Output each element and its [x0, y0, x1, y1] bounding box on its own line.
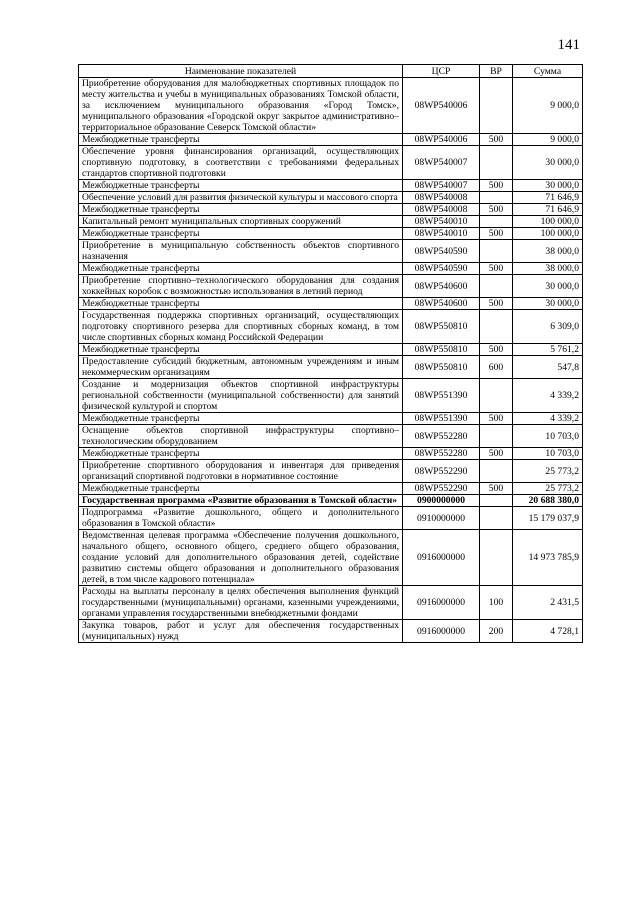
- name-cell: Капитальный ремонт муниципальных спортивных сооружений: [79, 216, 403, 228]
- sum-cell: 6 309,0: [513, 310, 583, 344]
- vr-cell: 500: [480, 483, 513, 495]
- table-row: [79, 275, 583, 298]
- sum-cell: 9 000,0: [513, 78, 583, 134]
- csr-cell: 08WP540590: [403, 263, 480, 275]
- table-row: [79, 310, 583, 344]
- vr-cell: 500: [480, 263, 513, 275]
- vr-cell: 200: [480, 620, 513, 643]
- table-header-row: [79, 65, 583, 78]
- name-cell: Межбюджетные трансферты: [79, 134, 403, 146]
- csr-cell: 0916000000: [403, 620, 480, 643]
- csr-cell: 08WP551390: [403, 413, 480, 425]
- vr-cell: [480, 507, 513, 530]
- vr-cell: [480, 146, 513, 180]
- name-cell: Обеспечение условий для развития физической культуры и массового спорта: [79, 192, 403, 204]
- table-row: [79, 204, 583, 216]
- sum-cell: 25 773,2: [513, 483, 583, 495]
- table-row: [79, 495, 583, 507]
- table-row: [79, 192, 583, 204]
- name-cell: Межбюджетные трансферты: [79, 448, 403, 460]
- vr-cell: [480, 192, 513, 204]
- header-sum: Сумма: [513, 65, 583, 78]
- name-cell: Межбюджетные трансферты: [79, 413, 403, 425]
- csr-cell: 08WP540600: [403, 298, 480, 310]
- sum-cell: 10 703,0: [513, 425, 583, 448]
- name-cell: Межбюджетные трансферты: [79, 204, 403, 216]
- name-cell: Межбюджетные трансферты: [79, 228, 403, 240]
- sum-cell: 10 703,0: [513, 448, 583, 460]
- name-cell: Приобретение в муниципальную собственность объектов спортивного назначения: [79, 240, 403, 263]
- csr-cell: 08WP540006: [403, 134, 480, 146]
- name-cell: Приобретение спортивно–технологического оборудования для создания хоккейных коробок с возможностью использования в летний период: [79, 275, 403, 298]
- sum-cell: 15 179 037,9: [513, 507, 583, 530]
- sum-cell: 30 000,0: [513, 275, 583, 298]
- name-cell: Ведомственная целевая программа «Обеспечение получения дошкольного, начального общего, основного общего, среднего общего образования, создание условий для дополнительного образования детей, содействие развитию системы общего образования и дополнительного образования детей, в том числе кадрового потенциала»: [79, 530, 403, 586]
- table-row: [79, 180, 583, 192]
- csr-cell: 08WP552290: [403, 483, 480, 495]
- sum-cell: 4 339,2: [513, 413, 583, 425]
- sum-cell: 30 000,0: [513, 298, 583, 310]
- vr-cell: [480, 379, 513, 413]
- vr-cell: 500: [480, 344, 513, 356]
- vr-cell: [480, 78, 513, 134]
- table-row: [79, 507, 583, 530]
- csr-cell: 08WP540590: [403, 240, 480, 263]
- vr-cell: [480, 240, 513, 263]
- name-cell: Приобретение спортивного оборудования и инвентаря для приведения организаций спортивной подготовки в нормативное состояние: [79, 460, 403, 483]
- sum-cell: 38 000,0: [513, 240, 583, 263]
- vr-cell: [480, 495, 513, 507]
- name-cell: Межбюджетные трансферты: [79, 180, 403, 192]
- table-row: [79, 216, 583, 228]
- vr-cell: 500: [480, 448, 513, 460]
- csr-cell: 08WP552280: [403, 425, 480, 448]
- table-row: [79, 146, 583, 180]
- name-cell: Приобретение оборудования для малобюджетных спортивных площадок по месту жительства и учебы в муниципальных образованиях Томской области, за исключением муниципального образования «Город Томск», муниципального образования «Городской округ закрытое административно–территориальное образование Северск Томской области»: [79, 78, 403, 134]
- table-row: [79, 78, 583, 134]
- vr-cell: 500: [480, 298, 513, 310]
- table-row: [79, 530, 583, 586]
- csr-cell: 08WP540006: [403, 78, 480, 134]
- table-row: [79, 483, 583, 495]
- csr-cell: 0916000000: [403, 586, 480, 620]
- sum-cell: 20 688 380,0: [513, 495, 583, 507]
- name-cell: Создание и модернизация объектов спортивной инфраструктуры региональной собственности (муниципальной собственности) для занятий физической культурой и спортом: [79, 379, 403, 413]
- vr-cell: 500: [480, 228, 513, 240]
- vr-cell: [480, 310, 513, 344]
- vr-cell: 600: [480, 356, 513, 379]
- name-cell: Закупка товаров, работ и услуг для обеспечения государственных (муниципальных) нужд: [79, 620, 403, 643]
- sum-cell: 25 773,2: [513, 460, 583, 483]
- csr-cell: 08WP540008: [403, 204, 480, 216]
- sum-cell: 4 728,1: [513, 620, 583, 643]
- name-cell: Расходы на выплаты персоналу в целях обеспечения выполнения функций государственными (муниципальными) органами, казенными учреждениями, органами управления государственными внебюджетными фондами: [79, 586, 403, 620]
- table-row: [79, 425, 583, 448]
- vr-cell: 500: [480, 134, 513, 146]
- name-cell: Государственная программа «Развитие образования в Томской области»: [79, 495, 403, 507]
- sum-cell: 9 000,0: [513, 134, 583, 146]
- name-cell: Обеспечение уровня финансирования организаций, осуществляющих спортивную подготовку, в соответствии с требованиями федеральных стандартов спортивной подготовки: [79, 146, 403, 180]
- csr-cell: 08WP551390: [403, 379, 480, 413]
- table-row: [79, 460, 583, 483]
- vr-cell: 500: [480, 413, 513, 425]
- csr-cell: 0916000000: [403, 530, 480, 586]
- table-row: [79, 240, 583, 263]
- name-cell: Подпрограмма «Развитие дошкольного, общего и дополнительного образования в Томской области»: [79, 507, 403, 530]
- csr-cell: 08WP540007: [403, 180, 480, 192]
- csr-cell: 08WP552280: [403, 448, 480, 460]
- sum-cell: 71 646,9: [513, 192, 583, 204]
- sum-cell: 2 431,5: [513, 586, 583, 620]
- table-row: [79, 298, 583, 310]
- vr-cell: 500: [480, 180, 513, 192]
- csr-cell: 08WP552290: [403, 460, 480, 483]
- table-row: [79, 356, 583, 379]
- name-cell: Межбюджетные трансферты: [79, 483, 403, 495]
- name-cell: Межбюджетные трансферты: [79, 263, 403, 275]
- vr-cell: 100: [480, 586, 513, 620]
- sum-cell: 71 646,9: [513, 204, 583, 216]
- name-cell: Государственная поддержка спортивных организаций, осуществляющих подготовку спортивного резерва для спортивных сборных команд, в том числе спортивных сборных команд Российской Федерации: [79, 310, 403, 344]
- vr-cell: [480, 216, 513, 228]
- table-row: [79, 620, 583, 643]
- sum-cell: 14 973 785,9: [513, 530, 583, 586]
- sum-cell: 30 000,0: [513, 180, 583, 192]
- sum-cell: 100 000,0: [513, 228, 583, 240]
- sum-cell: 30 000,0: [513, 146, 583, 180]
- name-cell: Оснащение объектов спортивной инфраструктуры спортивно–технологическим оборудованием: [79, 425, 403, 448]
- table-row: [79, 448, 583, 460]
- header-name: Наименование показателей: [79, 65, 403, 78]
- table-row: [79, 228, 583, 240]
- sum-cell: 38 000,0: [513, 263, 583, 275]
- name-cell: Предоставление субсидий бюджетным, автономным учреждениям и иным некоммерческим организациям: [79, 356, 403, 379]
- sum-cell: 5 761,2: [513, 344, 583, 356]
- table-row: [79, 586, 583, 620]
- table-row: [79, 379, 583, 413]
- vr-cell: [480, 275, 513, 298]
- csr-cell: 0900000000: [403, 495, 480, 507]
- csr-cell: 08WP550810: [403, 344, 480, 356]
- csr-cell: 08WP540007: [403, 146, 480, 180]
- csr-cell: 0910000000: [403, 507, 480, 530]
- sum-cell: 547,8: [513, 356, 583, 379]
- csr-cell: 08WP540600: [403, 275, 480, 298]
- sum-cell: 100 000,0: [513, 216, 583, 228]
- csr-cell: 08WP540010: [403, 216, 480, 228]
- vr-cell: 500: [480, 204, 513, 216]
- csr-cell: 08WP540008: [403, 192, 480, 204]
- table-row: [79, 344, 583, 356]
- sum-cell: 4 339,2: [513, 379, 583, 413]
- header-csr: ЦСР: [403, 65, 480, 78]
- csr-cell: 08WP550810: [403, 310, 480, 344]
- budget-table: [78, 64, 583, 643]
- csr-cell: 08WP550810: [403, 356, 480, 379]
- name-cell: Межбюджетные трансферты: [79, 298, 403, 310]
- page-number: 141: [557, 37, 580, 53]
- csr-cell: 08WP540010: [403, 228, 480, 240]
- vr-cell: [480, 425, 513, 448]
- table-row: [79, 263, 583, 275]
- header-vr: ВР: [480, 65, 513, 78]
- table-row: [79, 413, 583, 425]
- vr-cell: [480, 530, 513, 586]
- table-row: [79, 134, 583, 146]
- vr-cell: [480, 460, 513, 483]
- name-cell: Межбюджетные трансферты: [79, 344, 403, 356]
